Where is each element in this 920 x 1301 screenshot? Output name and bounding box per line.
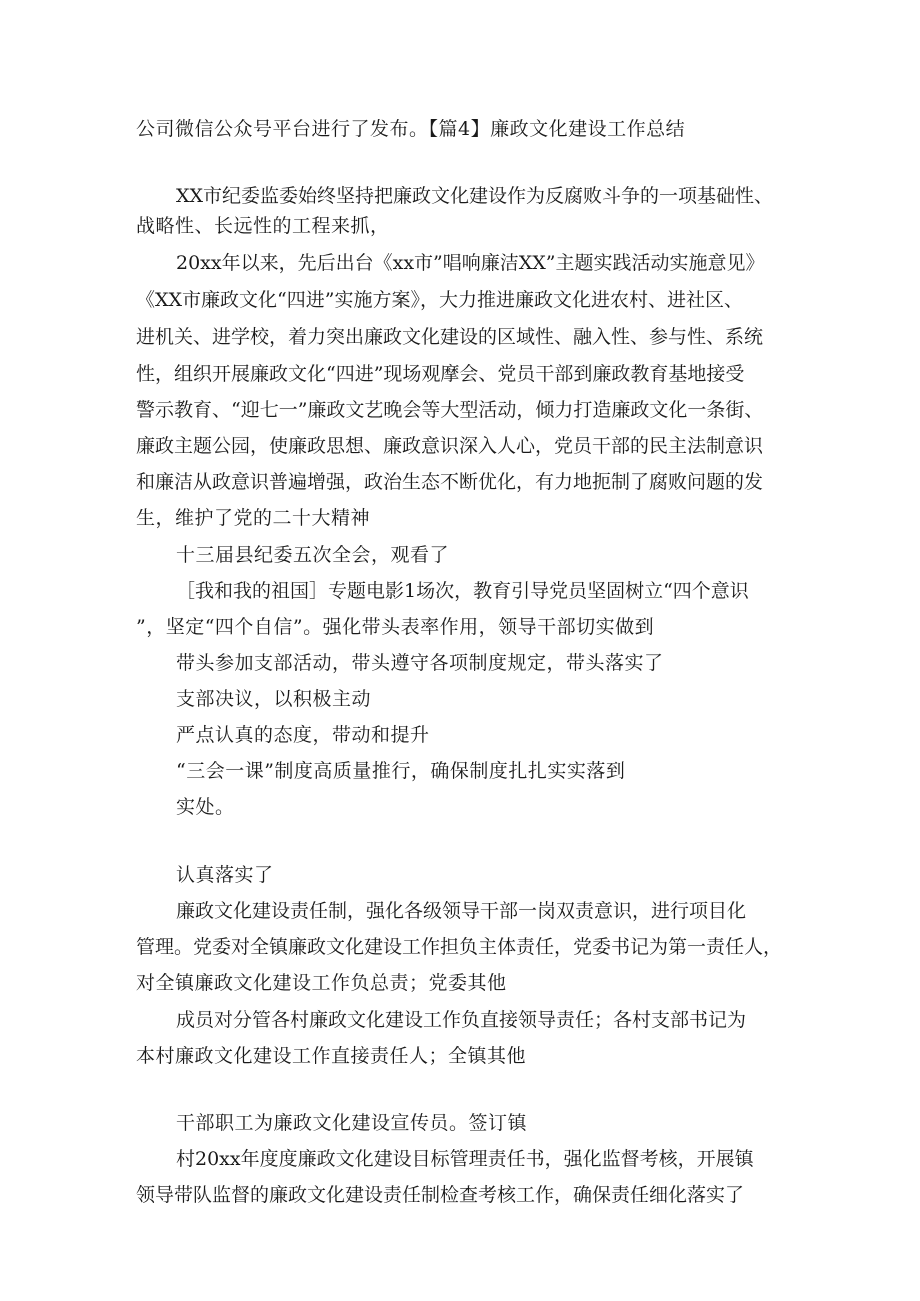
text-line: 对全镇廉政文化建设工作负总责；党委其他 bbox=[136, 972, 507, 994]
text-line: 管理。党委对全镇廉政文化建设工作担负主体责任，党委书记为第一责任人， bbox=[136, 936, 783, 958]
text-line: 性，组织开展廉政文化“四进”现场观摩会、党员干部到廉政教育基地接受 bbox=[136, 363, 745, 385]
text-line: 本村廉政文化建设工作直接责任人；全镇其他 bbox=[136, 1045, 527, 1067]
text-line: 十三届县纪委五次全会，观看了 bbox=[176, 544, 450, 566]
text-line: “三会一课”制度高质量推行，确保制度扎扎实实落到 bbox=[176, 760, 626, 782]
text-line: 《XX市廉政文化“四进”实施方案》，大力推进廉政文化进农村、进社区、 bbox=[136, 289, 743, 311]
text-line: 村20xx年度度廉政文化建设目标管理责任书，强化监督考核，开展镇 bbox=[176, 1148, 754, 1170]
text-line: 20xx年以来，先后出台《xx市”唱响廉洁XX”主题实践活动实施意见》 bbox=[176, 252, 765, 274]
text-line: ”，坚定“四个自信”。强化带头表率作用，领导干部切实做到 bbox=[136, 616, 655, 638]
text-line: ［我和我的祖国］专题电影1场次，教育引导党员坚固树立“四个意识 bbox=[176, 580, 749, 602]
text-line: 认真落实了 bbox=[176, 864, 274, 886]
text-line: 严点认真的态度，带动和提升 bbox=[176, 724, 430, 746]
text-line: 警示教育、“迎七一”廉政文艺晚会等大型活动，倾力打造廉政文化一条街、 bbox=[136, 399, 764, 421]
text-line: 实处。 bbox=[176, 796, 235, 818]
text-line: 干部职工为廉政文化建设宣传员。签订镇 bbox=[176, 1112, 528, 1134]
text-line: 带头参加支部活动，带头遵守各项制度规定，带头落实了 bbox=[176, 652, 664, 674]
text-line: 生，维护了党的二十大精神 bbox=[136, 507, 371, 529]
text-line: 领导带队监督的廉政文化建设责任制检查考核工作，确保责任细化落实了 bbox=[136, 1184, 745, 1206]
text-line: 廉政文化建设责任制，强化各级领导干部一岗双责意识，进行项目化 bbox=[176, 900, 747, 922]
text-line: 和廉洁从政意识普遍增强，政治生态不断优化，有力地扼制了腐败问题的发 bbox=[136, 471, 764, 493]
text-line: 成员对分管各村廉政文化建设工作负直接领导责任；各村支部书记为 bbox=[176, 1009, 747, 1031]
text-line: 战略性、长远性的工程来抓， bbox=[136, 215, 390, 237]
text-line: 公司微信公众号平台进行了发布。【篇4】廉政文化建设工作总结 bbox=[136, 118, 686, 140]
text-line: 进机关、进学校，着力突出廉政文化建设的区域性、融入性、参与性、系统 bbox=[136, 326, 764, 348]
text-line: 廉政主题公园，使廉政思想、廉政意识深入人心，党员干部的民主法制意识 bbox=[136, 435, 764, 457]
text-line: XX市纪委监委始终坚持把廉政文化建设作为反腐败斗争的一项基础性、 bbox=[176, 185, 774, 207]
text-line: 支部决议，以积极主动 bbox=[176, 688, 372, 710]
